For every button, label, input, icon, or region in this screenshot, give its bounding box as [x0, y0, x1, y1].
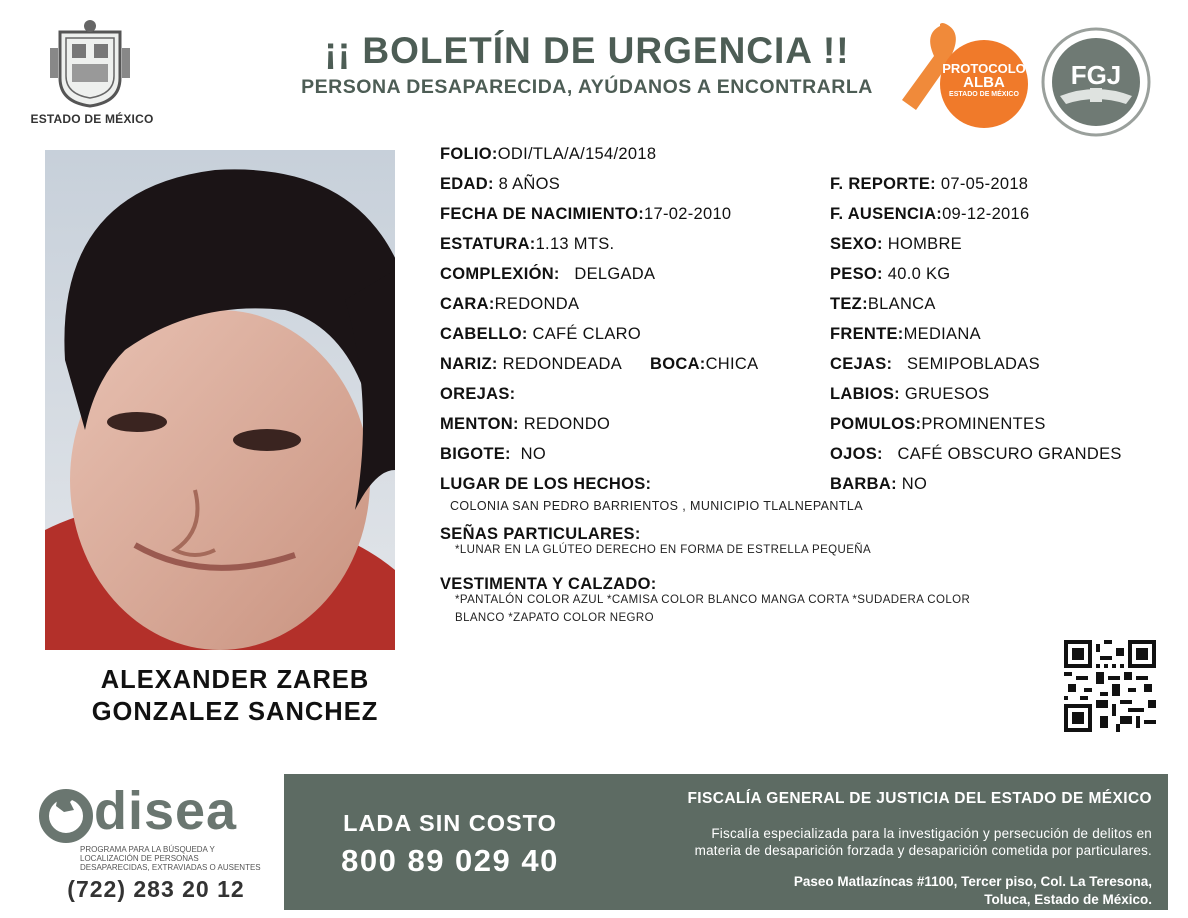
field-lugar-hechos-value: COLONIA SAN PEDRO BARRIENTOS , MUNICIPIO TLALNEPANTLA: [450, 499, 863, 513]
field-tez-value: BLANCA: [867, 295, 936, 313]
qr-code[interactable]: [1064, 640, 1156, 732]
field-cara-value: REDONDA: [494, 295, 580, 313]
odisea-program-description: PROGRAMA PARA LA BÚSQUEDA Y LOCALIZACIÓN DE PERSONAS DESAPARECIDAS, EXTRAVIADAS O AUSENTES: [80, 845, 261, 872]
field-cabello-value: CAFÉ CLARO: [532, 325, 641, 343]
field-fecha-nacimiento: [440, 205, 731, 224]
field-vestimenta: [440, 575, 657, 594]
field-labios-label: LABIOS:: [830, 385, 900, 403]
field-bigote: [440, 445, 546, 464]
odisea-phone[interactable]: (722) 283 20 12: [67, 876, 245, 902]
field-senas-value: *LUNAR EN LA GLÚTEO DERECHO EN FORMA DE ESTRELLA PEQUEÑA: [455, 544, 872, 556]
field-peso-value: 40.0 KG: [887, 265, 951, 283]
field-tez: [830, 295, 936, 314]
field-lugar-hechos-label: LUGAR DE LOS HECHOS:: [440, 475, 652, 493]
field-pomulos: [830, 415, 1046, 434]
fiscalia-description-line2: materia de desaparición forzada y desaparición cometida por particulares.: [694, 843, 1152, 858]
field-cejas-label: CEJAS:: [830, 355, 893, 373]
field-cejas: [830, 355, 1040, 374]
field-cara-label: CARA:: [440, 295, 495, 313]
missing-person-photo: [45, 150, 395, 650]
field-f-ausencia-value: 09-12-2016: [942, 205, 1030, 223]
field-senas: [440, 525, 641, 544]
field-menton-label: MENTON:: [440, 415, 519, 433]
person-name-line2: GONZALEZ SANCHEZ: [91, 698, 379, 726]
field-estatura: [440, 235, 614, 254]
lada-sin-costo-label: LADA SIN COSTO: [343, 810, 557, 836]
field-barba: [830, 475, 927, 494]
field-menton-value: REDONDO: [523, 415, 611, 433]
field-cara: [440, 295, 579, 314]
field-sexo-label: SEXO:: [830, 235, 883, 253]
field-nariz-label: NARIZ:: [440, 355, 498, 373]
field-orejas: [440, 385, 515, 404]
field-edad-label: EDAD:: [440, 175, 494, 193]
field-f-reporte-value: 07-05-2018: [940, 175, 1029, 193]
fiscalia-address-line1: Paseo Matlazíncas #1100, Tercer piso, Col. La Teresona,: [793, 874, 1152, 889]
field-ojos-label: OJOS:: [830, 445, 883, 463]
field-edad-value: 8 AÑOS: [498, 175, 561, 193]
field-cabello-label: CABELLO:: [440, 325, 528, 343]
field-boca-value: CHICA: [705, 355, 759, 373]
odisea-brand-text: disea: [94, 781, 238, 841]
field-f-reporte-label: F. REPORTE:: [830, 175, 936, 193]
field-complexion-label: COMPLEXIÓN:: [440, 265, 560, 283]
estado-de-mexico-coat-of-arms: [48, 18, 132, 110]
field-f-ausencia-label: F. AUSENCIA:: [830, 205, 943, 223]
field-pomulos-value: PROMINENTES: [921, 415, 1046, 433]
field-pomulos-label: POMULOS:: [830, 415, 922, 433]
alba-label-protocolo: PROTOCOLO: [942, 61, 1026, 76]
lada-phone-number[interactable]: 800 89 029 40: [341, 843, 559, 878]
field-vestimenta-value-line2: BLANCO *ZAPATO COLOR NEGRO: [455, 612, 654, 624]
fgj-logo: [1040, 26, 1152, 138]
field-bigote-label: BIGOTE:: [440, 445, 511, 463]
field-f-reporte: [830, 175, 1028, 194]
field-f-ausencia: [830, 205, 1029, 224]
person-name-line1: ALEXANDER ZAREB: [100, 666, 370, 694]
field-frente-label: FRENTE:: [830, 325, 904, 343]
bulletin-title: ¡¡ BOLETÍN DE URGENCIA !!: [324, 30, 850, 71]
field-complexion: [440, 265, 655, 284]
bulletin-subtitle: PERSONA DESAPARECIDA, AYÚDANOS A ENCONTRARLA: [301, 76, 873, 98]
estado-de-mexico-label: ESTADO DE MÉXICO: [30, 112, 154, 126]
field-boca: [650, 355, 758, 374]
field-boca-label: BOCA:: [650, 355, 706, 373]
field-labios-value: GRUESOS: [904, 385, 990, 403]
field-orejas-label: OREJAS:: [440, 385, 516, 403]
field-labios: [830, 385, 989, 404]
field-nariz: [440, 355, 622, 374]
fiscalia-description-line1: Fiscalía especializada para la investigación y persecución de delitos en: [711, 826, 1152, 841]
field-ojos-value: CAFÉ OBSCURO GRANDES: [897, 445, 1122, 463]
protocolo-alba-logo: [900, 22, 1030, 134]
field-sexo-value: HOMBRE: [887, 235, 962, 253]
fgj-label: FGJ: [1070, 60, 1122, 90]
field-senas-label: SEÑAS PARTICULARES:: [440, 525, 641, 543]
field-cabello: [440, 325, 641, 344]
field-frente-value: MEDIANA: [903, 325, 981, 343]
field-frente: [830, 325, 981, 344]
field-menton: [440, 415, 610, 434]
fiscalia-description: [600, 825, 1152, 859]
field-barba-value: NO: [901, 475, 928, 493]
alba-label-alba: ALBA: [963, 74, 1005, 91]
field-folio-label: FOLIO:: [440, 145, 498, 163]
field-folio-value: ODI/TLA/A/154/2018: [497, 145, 657, 163]
field-ojos: [830, 445, 1122, 464]
field-estatura-value: 1.13 MTS.: [535, 235, 615, 253]
field-edad: [440, 175, 560, 194]
fiscalia-address: [600, 873, 1152, 909]
field-barba-label: BARBA:: [830, 475, 897, 493]
fiscalia-address-line2: Toluca, Estado de México.: [984, 892, 1152, 907]
field-peso-label: PESO:: [830, 265, 883, 283]
field-folio: [440, 145, 656, 164]
field-bigote-value: NO: [520, 445, 546, 463]
field-vestimenta-value-line1: *PANTALÓN COLOR AZUL *CAMISA COLOR BLANCO MANGA CORTA *SUDADERA COLOR: [455, 594, 971, 606]
field-vestimenta-label: VESTIMENTA Y CALZADO:: [440, 575, 657, 593]
field-estatura-label: ESTATURA:: [440, 235, 536, 253]
field-sexo: [830, 235, 962, 254]
field-tez-label: TEZ:: [830, 295, 868, 313]
field-complexion-value: DELGADA: [574, 265, 656, 283]
alba-label-edomex: ESTADO DE MÉXICO: [949, 91, 1019, 98]
field-nariz-value: REDONDEADA: [502, 355, 623, 373]
field-fecha-nacimiento-label: FECHA DE NACIMIENTO:: [440, 205, 644, 223]
field-lugar-hechos: [440, 475, 651, 494]
field-fecha-nacimiento-value: 17-02-2010: [644, 205, 732, 223]
field-peso: [830, 265, 950, 284]
person-name: [45, 664, 425, 728]
field-cejas-value: SEMIPOBLADAS: [906, 355, 1040, 373]
fiscalia-title: FISCALÍA GENERAL DE JUSTICIA DEL ESTADO DE MÉXICO: [687, 790, 1152, 807]
